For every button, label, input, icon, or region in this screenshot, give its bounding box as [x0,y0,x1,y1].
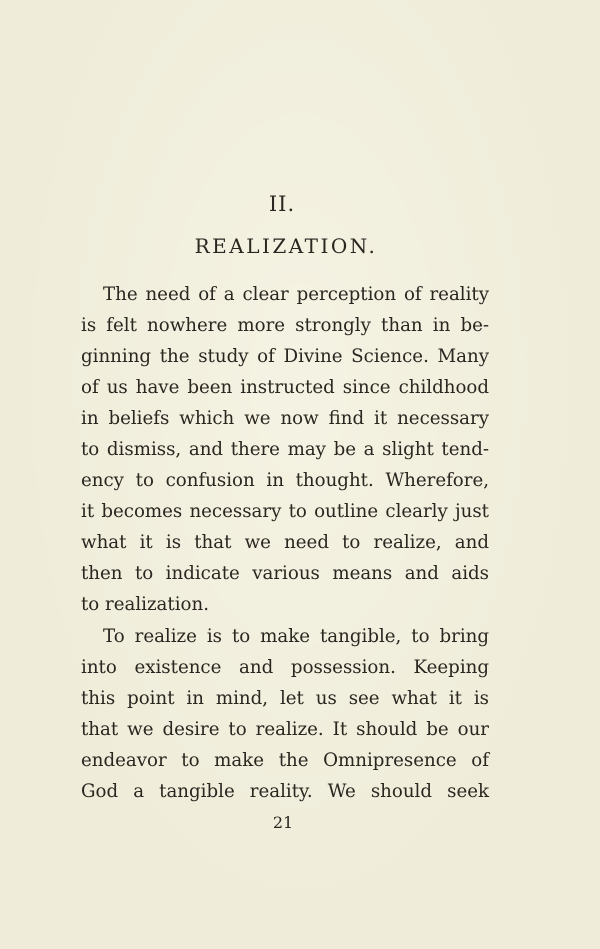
text-line: endeavor to make the Omnipresence of [81,750,489,771]
text-line: of us have been instructed since childhood [81,377,489,398]
text-line: ginning the study of Divine Science. Many [81,346,489,367]
text-line: To realize is to make tangible, to bring [103,626,489,647]
chapter-title: REALIZATION. [194,234,378,258]
text-line: that we desire to realize. It should be our [81,719,489,740]
text-line: what it is that we need to realize, and [81,532,489,553]
text-line: God a tangible reality. We should seek [81,781,489,802]
text-line: to realization. [81,594,209,615]
paragraph-1 [81,279,489,620]
chapter-number: II. [268,192,296,216]
text-line: to dismiss, and there may be a slight tend- [81,439,489,460]
page-number: 21 [272,813,294,832]
text-line: then to indicate various means and aids [81,563,489,584]
text-line: The need of a clear perception of reality [103,284,489,305]
text-line: ency to confusion in thought. Wherefore, [81,470,489,491]
text-line: into existence and possession. Keeping [81,657,489,678]
text-line: is felt nowhere more strongly than in be- [81,315,489,336]
text-line: it becomes necessary to outline clearly just [81,501,489,522]
paragraph-2 [81,621,489,807]
text-line: this point in mind, let us see what it is [81,688,489,709]
text-line: in beliefs which we now find it necessary [81,408,489,429]
